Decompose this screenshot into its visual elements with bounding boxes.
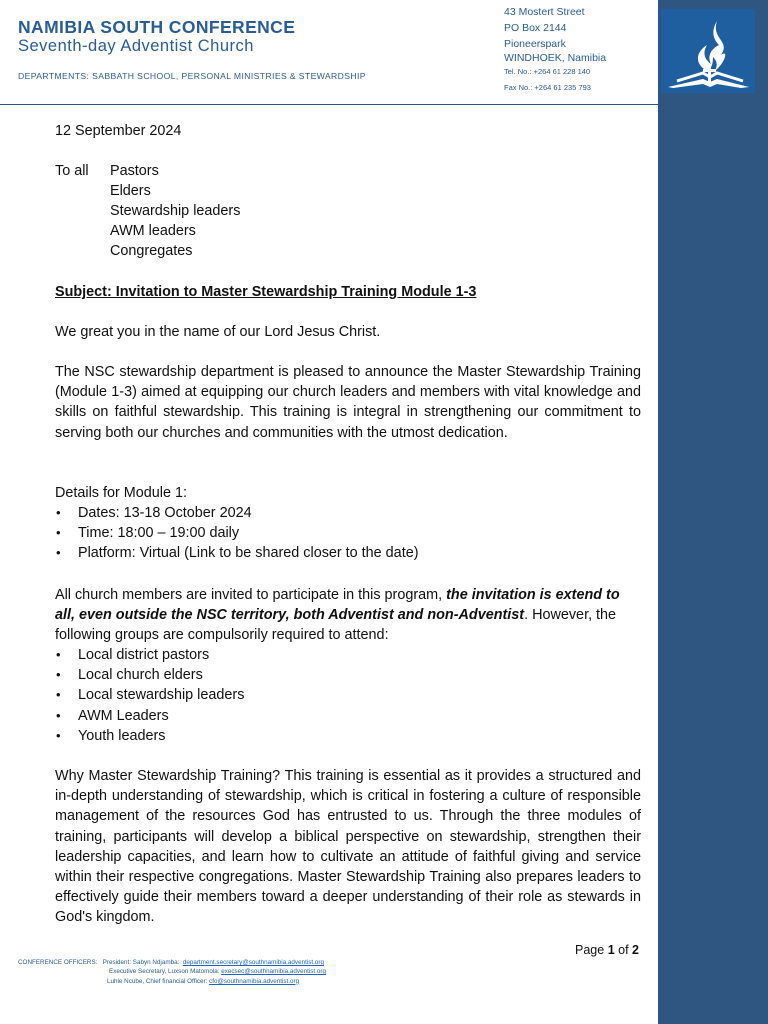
address-line-2: PO Box 2144: [504, 22, 567, 34]
adventist-logo-icon: [661, 9, 755, 93]
church-name: Seventh-day Adventist Church: [18, 37, 254, 55]
detail-item-platform: • Platform: Virtual (Link to be shared closer to the date): [55, 543, 641, 563]
invitation-paragraph: [55, 585, 641, 646]
recipient-item: Pastors: [110, 163, 159, 179]
org-name: NAMIBIA SOUTH CONFERENCE: [18, 17, 296, 37]
president-email-link[interactable]: department.secretary@southnamibia.adventist.org: [182, 959, 324, 966]
recipient-item: Stewardship leaders: [110, 203, 241, 220]
fax-number: Fax No.: +264 61 235 793: [504, 83, 591, 92]
tel-number: Tel. No.: +264 61 228 140: [504, 67, 591, 76]
recipient-item: Elders: [110, 183, 151, 200]
required-groups-list: [55, 645, 641, 746]
page-label: Page: [575, 943, 605, 957]
address-line-3: Pioneerspark: [504, 38, 566, 50]
recipient-list: [110, 161, 240, 261]
letter-date: 12 September 2024: [55, 123, 182, 139]
page-of: of: [618, 943, 629, 957]
page-number: [575, 943, 639, 957]
officers-label: CONFERENCE OFFICERS:: [18, 959, 98, 966]
details-list: [55, 503, 641, 564]
departments-line: DEPARTMENTS: SABBATH SCHOOL, PERSONAL MINISTRIES & STEWARDSHIP: [18, 71, 366, 81]
group-item: • AWM Leaders: [55, 706, 641, 726]
intro-paragraph: The NSC stewardship department is pleased to announce the Master Stewardship Training (Module 1-3) aimed at equipping our church leaders and members with vital knowledge and skills on faithful stewardship. This training is integral in strengthening our commitment to serving both our churches and communities with the utmost dedication.: [55, 364, 641, 441]
address-line-4: WINDHOEK, Namibia: [504, 52, 607, 64]
group-item: • Local district pastors: [55, 645, 641, 665]
invitation-text-end: . However, the following groups are compulsorily required to attend:: [55, 607, 617, 644]
address-line-1: 43 Mostert Street: [504, 6, 585, 18]
cfo-label: Luhle Ncube, Chief financial Officer:: [107, 977, 208, 985]
president-label: President: Sabyn Ndjamba:: [102, 959, 180, 966]
page-total: 2: [632, 943, 639, 957]
details-heading: Details for Module 1:: [55, 485, 187, 501]
invitation-text: All church members are invited to participate in this program,: [55, 587, 447, 603]
header-divider: [0, 104, 658, 105]
conference-officers: [18, 958, 326, 986]
detail-item-time: • Time: 18:00 – 19:00 daily: [55, 523, 641, 543]
cfo-email-link[interactable]: cfo@southnamibia.adventist.org: [209, 977, 300, 985]
detail-item-dates: • Dates: 13-18 October 2024: [55, 503, 641, 523]
group-item: • Local church elders: [55, 665, 641, 685]
right-sidebar-band: [658, 0, 768, 1024]
exec-sec-label: Executive Secretary, Luxson Matomola:: [109, 968, 220, 976]
letter-subject: Subject: Invitation to Master Stewardship Training Module 1-3: [55, 284, 477, 300]
invitation-emphasis: the invitation is extend to all, even outside the NSC territory, both Adventist and non-Adventist: [55, 587, 620, 624]
recipient-item: AWM leaders: [110, 223, 196, 240]
group-item: • Local stewardship leaders: [55, 685, 641, 705]
greeting: We great you in the name of our Lord Jesus Christ.: [55, 324, 381, 340]
recipient-item: Congregates: [110, 243, 193, 260]
to-label: To all: [55, 163, 89, 179]
why-paragraph: Why Master Stewardship Training? This training is essential as it provides a structured and in-depth understanding of stewardship, which is critical in fostering a culture of responsible management of the resources God has entrusted to us. Through the three modules of training, participants will develop a biblical perspective on stewardship, strengthen their leadership capacities, and learn how to cultivate an attitude of faithful giving and service within their respective congregations. Master Stewardship Training also prepares leaders to effectively guide their members toward a deeper understanding of their role as stewards in God's kingdom.: [55, 768, 641, 926]
group-item: • Youth leaders: [55, 726, 641, 746]
exec-sec-email-link[interactable]: execsec@southnamibia.adventist.org: [221, 968, 326, 976]
page-current: 1: [607, 943, 615, 957]
